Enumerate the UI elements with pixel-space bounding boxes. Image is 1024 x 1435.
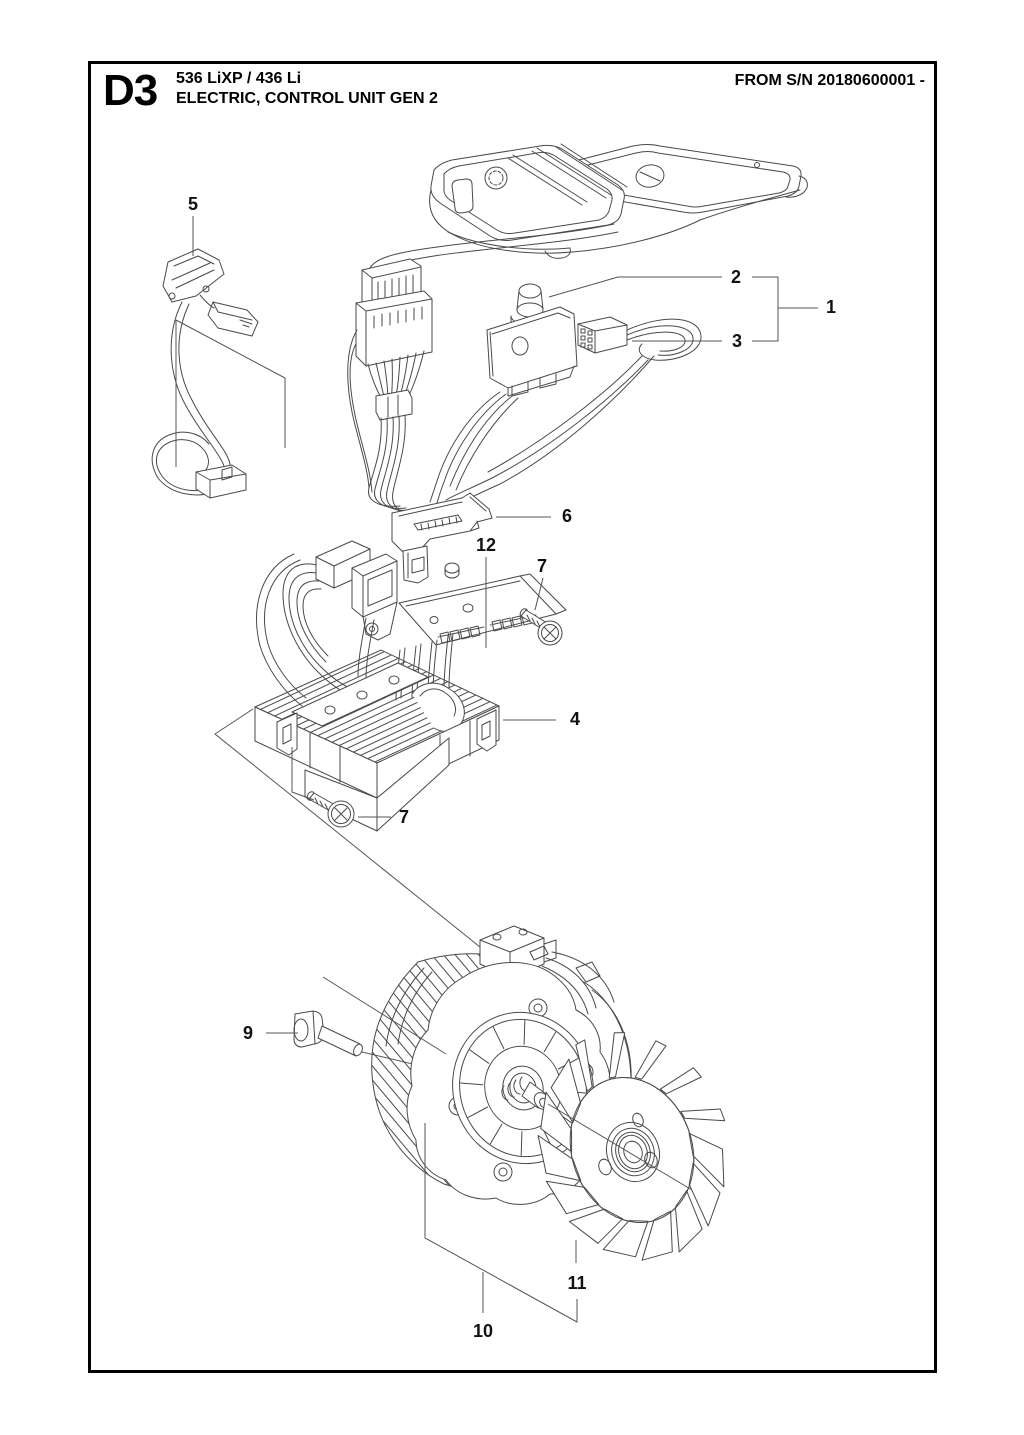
model-name: 536 LiXP / 436 Li (176, 70, 302, 87)
callout-11: 11 (567, 1273, 587, 1293)
diagram-code: D3 (103, 66, 158, 115)
part-4-control-unit-drawing (255, 650, 499, 831)
callout-7-upper: 7 (536, 556, 548, 576)
part-2-switch-drawing (430, 284, 577, 506)
callout-1: 1 (825, 297, 837, 317)
part-5-sensor-drawing (152, 249, 258, 498)
callout-10: 10 (472, 1321, 494, 1341)
serial-range: FROM S/N 20180600001 - (734, 72, 925, 89)
callout-5: 5 (187, 194, 199, 214)
callout-7-lower: 7 (398, 807, 410, 827)
callout-2: 2 (730, 267, 742, 287)
callout-12: 12 (475, 535, 497, 555)
callout-9: 9 (242, 1023, 254, 1043)
callout-3: 3 (731, 331, 743, 351)
top-cover-drawing (368, 144, 807, 276)
callout-6: 6 (561, 506, 573, 526)
callout-4: 4 (569, 709, 581, 729)
wiring-harness-drawing (152, 249, 432, 514)
diagram-title: ELECTRIC, CONTROL UNIT GEN 2 (176, 90, 438, 107)
